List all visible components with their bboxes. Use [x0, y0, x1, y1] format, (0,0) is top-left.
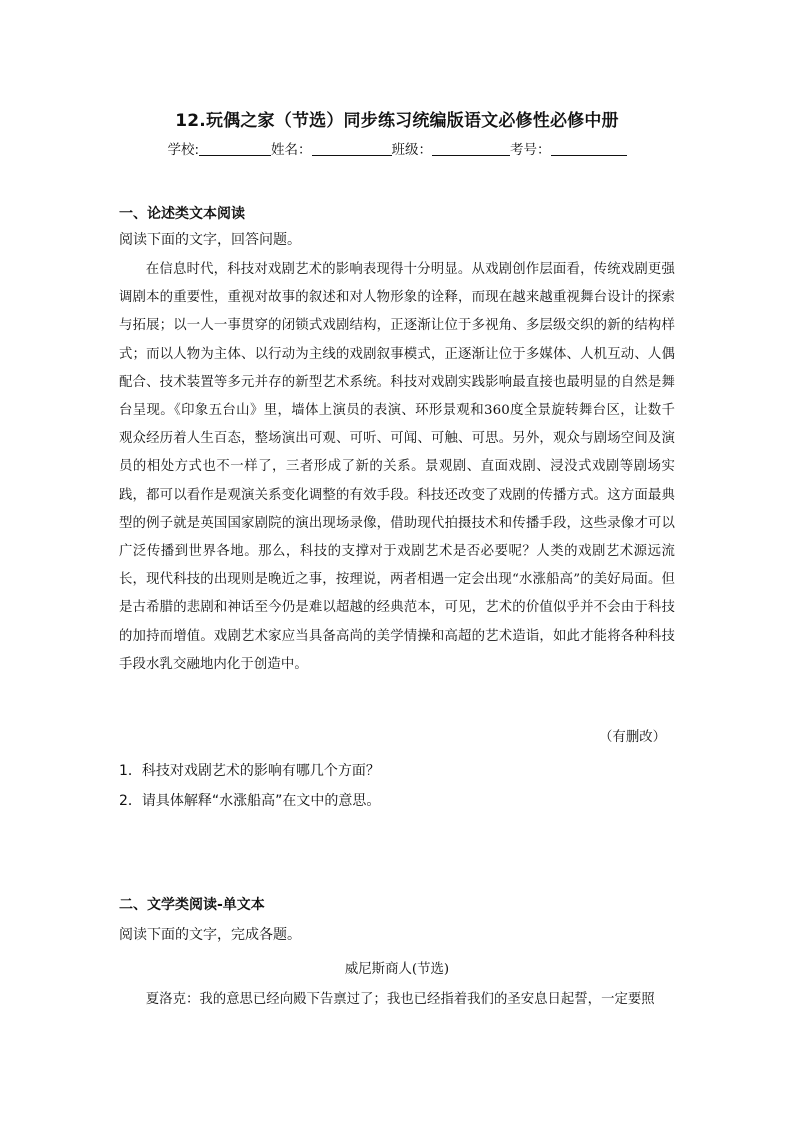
class-label: 班级：: [391, 142, 433, 158]
section2-instruction: 阅读下面的文字，完成各题。: [119, 927, 301, 943]
name-label: 姓名：: [271, 142, 312, 158]
section1-instruction: 阅读下面的文字，回答问题。: [119, 232, 301, 248]
school-blank[interactable]: [199, 141, 271, 156]
drama-first-line: 夏洛克：我的意思已经向殿下告禀过了；我也已经指着我们的圣安息日起誓，一定要照: [145, 992, 655, 1007]
page-title: 12.玩偶之家（节选）同步练习统编版语文必修性必修中册: [175, 111, 619, 131]
class-blank[interactable]: [432, 141, 510, 156]
source-note: （有删改）: [599, 730, 666, 745]
section1-passage: 在信息时代，科技对戏剧艺术的影响表现得十分明显。从戏剧创作层面看，传统戏剧更强调剧本的重要性，重视对故事的叙述和对人物形象的诠释，而现在越来越重视舞台设计的探索与拓展；以一人一事贯穿的闭锁式戏剧结构，正逐渐让位于多视角、多层级交织的新的结构样式；而以人物为主体、以行动为主线的戏剧叙事模式，正逐渐让位于多媒体、人机互动、人偶配合、技术装置等多元并存的新型艺术系统。科技对戏剧实践影响最直接也最明显的自然是舞台呈现。《印象五台山》里，墙体上演员的表演、环形景观和360度全景旋转舞台区，让数千观众经历着人生百态，整场演出可观、可听、可闻、可触、可思。另外，观众与剧场空间及演员的相处方式也不一样了，三者形成了新的关系。景观剧、直面戏剧、浸没式戏剧等剧场实践，都可以看作是观演关系变化调整的有效手段。科技还改变了戏剧的传播方式。这方面最典型的例子就是英国国家剧院的演出现场录像，借助现代拍摄技术和传播手段，这些录像才可以广泛传播到世界各地。那么，科技的支撑对于戏剧艺术是否必要呢？人类的戏剧艺术源远流长，现代科技的出现则是晚近之事，按理说，两者相遇一定会出现“水涨船高”的美好局面。但是古希腊的悲剧和神话至今仍是难以超越的经典范本，可见，艺术的价值似乎并不会由于科技的加持而增值。戏剧艺术家应当具备高尚的美学情操和高超的艺术造诣，如此才能将各种科技手段水乳交融地内化于创造中。: [119, 262, 675, 672]
work-title: 威尼斯商人(节选): [344, 962, 450, 977]
question-2: 2．请具体解释“水涨船高”在文中的意思。: [119, 793, 381, 809]
number-blank[interactable]: [551, 141, 627, 156]
section2-heading: 二、文学类阅读-单文本: [119, 897, 265, 913]
number-label: 考号：: [510, 142, 551, 158]
name-blank[interactable]: [312, 141, 392, 156]
student-info-line: [0, 138, 794, 158]
section1-heading: 一、论述类文本阅读: [119, 206, 245, 222]
question-1: 1．科技对戏剧艺术的影响有哪几个方面？: [119, 763, 380, 779]
school-label: 学校:: [167, 142, 200, 158]
